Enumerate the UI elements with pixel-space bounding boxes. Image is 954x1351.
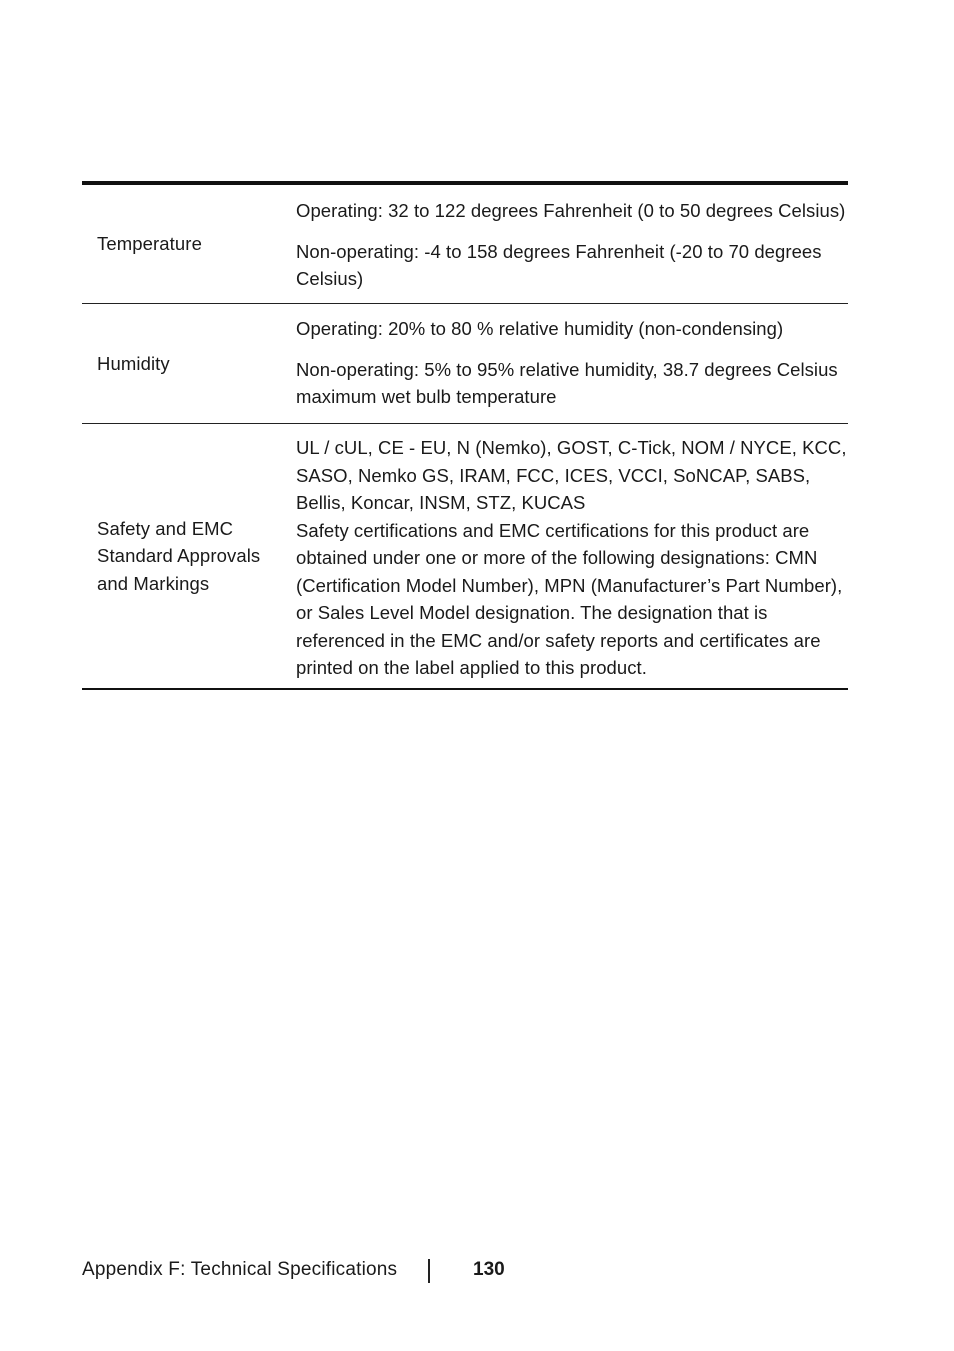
footer-divider [428,1259,430,1283]
row-label [82,304,296,423]
row-value [296,185,848,303]
row-label-text: Humidity [97,352,170,374]
row-label-line: and Markings [97,572,210,594]
row-label-text [97,515,260,598]
row-label [82,424,296,688]
certification-note: Safety certifications and EMC certifications for this product are obtained under one or more of the following designations: CMN (Certification Model Number), MPN (Manufacturer’s Part Number), or Sales Level Model designation. The designation that is referenced in the EMC and/or safety reports and certificates are printed on the label applied to this product. [296,519,843,678]
table-row-humidity [82,304,848,424]
row-label-line: Standard Approvals [97,545,261,567]
non-operating-spec: Non-operating: 5% to 95% relative humidity, 38.7 degrees Celsius maximum wet bulb temperature [296,358,838,407]
certification-list: UL / cUL, CE - EU, N (Nemko), GOST, C-Tick, NOM / NYCE, KCC, SASO, Nemko GS, IRAM, FCC, ICES, VCCI, SoNCAP, SABS, Bellis, Koncar, INSM, STZ, KUCAS [296,437,847,513]
row-label-text: Temperature [97,233,202,255]
row-value [296,424,848,688]
row-label [82,185,296,303]
page-footer [82,1256,682,1284]
table-row-safety-emc [82,424,848,690]
row-value [296,304,848,423]
row-label-line: Safety and EMC [97,517,234,539]
operating-spec: Operating: 20% to 80 % relative humidity (non-condensing) [296,318,784,339]
specifications-table [82,181,848,690]
operating-spec: Operating: 32 to 122 degrees Fahrenheit (0 to 50 degrees Celsius) [296,200,846,221]
table-row-temperature [82,185,848,304]
footer-section-title: Appendix F: Technical Specifications [82,1259,398,1280]
page-number: 130 [473,1259,505,1280]
non-operating-spec: Non-operating: -4 to 158 degrees Fahrenheit (-20 to 70 degrees Celsius) [296,240,822,289]
